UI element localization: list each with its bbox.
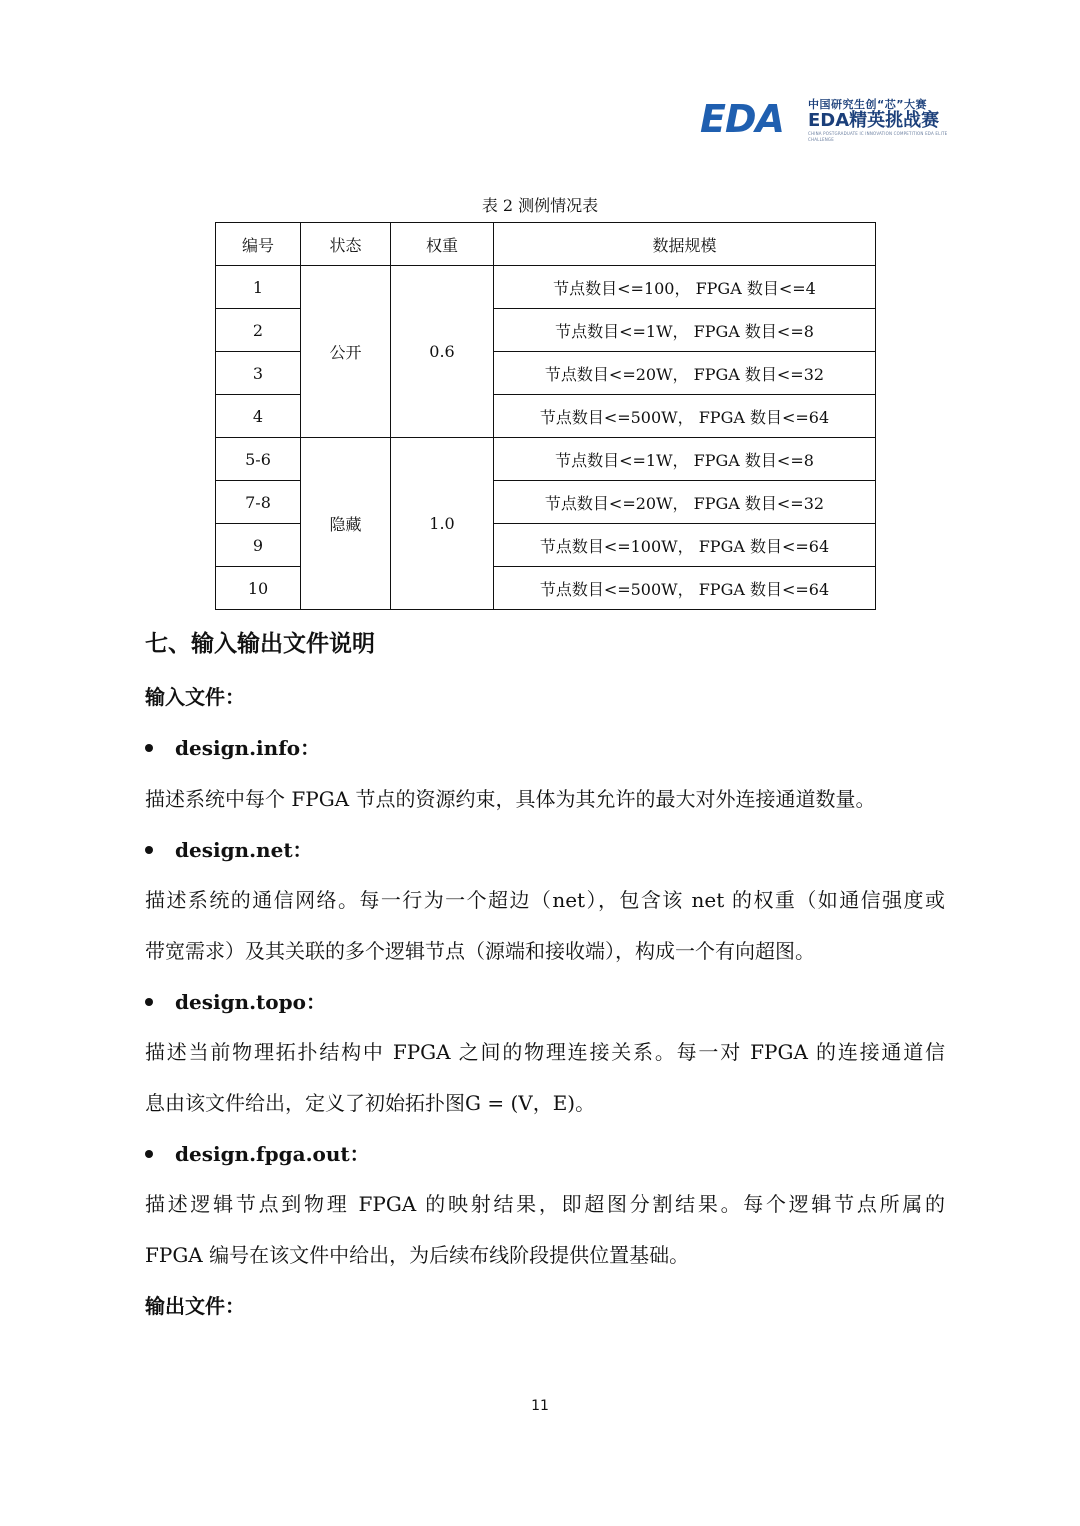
bullet-dot-icon	[145, 998, 153, 1006]
desc-line: 描述当前物理拓扑结构中 FPGA 之间的物理连接关系。每一对 FPGA 的连接通道信	[145, 1040, 945, 1064]
bullet-dot-icon	[145, 1150, 153, 1158]
cell-status: 公开	[301, 266, 391, 438]
logo-line-2: EDA精英挑战赛	[808, 110, 940, 131]
cell-scale: 节点数目<=20W， FPGA 数目<=32	[494, 481, 876, 524]
cell-scale: 节点数目<=20W， FPGA 数目<=32	[494, 352, 876, 395]
cell-id: 4	[216, 395, 301, 438]
table-header-row	[216, 223, 876, 266]
logo-line-1: 中国研究生创“芯”大赛	[808, 98, 927, 111]
desc-line: 描述系统的通信网络。每一行为一个超边（net），包含该 net 的权重（如通信强度或	[145, 888, 945, 912]
bullet-dot-icon	[145, 846, 153, 854]
bullet-design-net	[145, 836, 313, 864]
cell-weight: 0.6	[391, 266, 494, 438]
file-name: design.info：	[175, 736, 321, 760]
table-caption: 表 2 测例情况表	[481, 196, 599, 215]
section-heading: 七、输入输出文件说明	[145, 631, 375, 657]
input-files-label: 输入文件：	[145, 685, 245, 709]
cell-status: 隐藏	[301, 438, 391, 610]
cell-id: 7-8	[216, 481, 301, 524]
bullet-design-topo	[145, 988, 326, 1016]
cell-scale: 节点数目<=500W， FPGA 数目<=64	[494, 567, 876, 610]
cell-scale: 节点数目<=1W， FPGA 数目<=8	[494, 309, 876, 352]
cell-id: 9	[216, 524, 301, 567]
cell-scale: 节点数目<=100， FPGA 数目<=4	[494, 266, 876, 309]
cell-id: 10	[216, 567, 301, 610]
eda-logo-mark: EDA	[700, 97, 784, 141]
test-case-table	[215, 222, 876, 610]
table-row	[216, 266, 876, 309]
desc-line: 描述系统中每个 FPGA 节点的资源约束，具体为其允许的最大对外连接通道数量。	[145, 787, 876, 811]
header-weight: 权重	[391, 223, 494, 266]
cell-id: 3	[216, 352, 301, 395]
desc-line: 描述逻辑节点到物理 FPGA 的映射结果，即超图分割结果。每个逻辑节点所属的	[145, 1192, 945, 1216]
cell-scale: 节点数目<=1W， FPGA 数目<=8	[494, 438, 876, 481]
header-status: 状态	[301, 223, 391, 266]
cell-weight: 1.0	[391, 438, 494, 610]
page-number: 11	[531, 1398, 549, 1414]
desc-line: FPGA 编号在该文件中给出，为后续布线阶段提供位置基础。	[145, 1243, 690, 1267]
file-name: design.net：	[175, 838, 313, 862]
logo-text	[808, 98, 950, 143]
logo-line-3: CHINA POSTGRADUATE IC INNOVATION COMPETITION EDA ELITE CHALLENGE	[808, 131, 948, 142]
cell-scale: 节点数目<=100W， FPGA 数目<=64	[494, 524, 876, 567]
desc-line: 带宽需求）及其关联的多个逻辑节点（源端和接收端），构成一个有向超图。	[145, 939, 815, 963]
bullet-design-fpga-out	[145, 1140, 370, 1168]
cell-id: 1	[216, 266, 301, 309]
file-name: design.fpga.out：	[175, 1142, 370, 1166]
cell-scale: 节点数目<=500W， FPGA 数目<=64	[494, 395, 876, 438]
header-id: 编号	[216, 223, 301, 266]
file-name: design.topo：	[175, 990, 326, 1014]
table-row	[216, 438, 876, 481]
bullet-dot-icon	[145, 744, 153, 752]
header-scale: 数据规模	[494, 223, 876, 266]
desc-line: 息由该文件给出，定义了初始拓扑图G = (V，E)。	[145, 1091, 596, 1115]
cell-id: 2	[216, 309, 301, 352]
competition-logo	[700, 97, 950, 143]
cell-id: 5-6	[216, 438, 301, 481]
bullet-design-info	[145, 734, 320, 762]
output-files-label: 输出文件：	[145, 1294, 245, 1318]
